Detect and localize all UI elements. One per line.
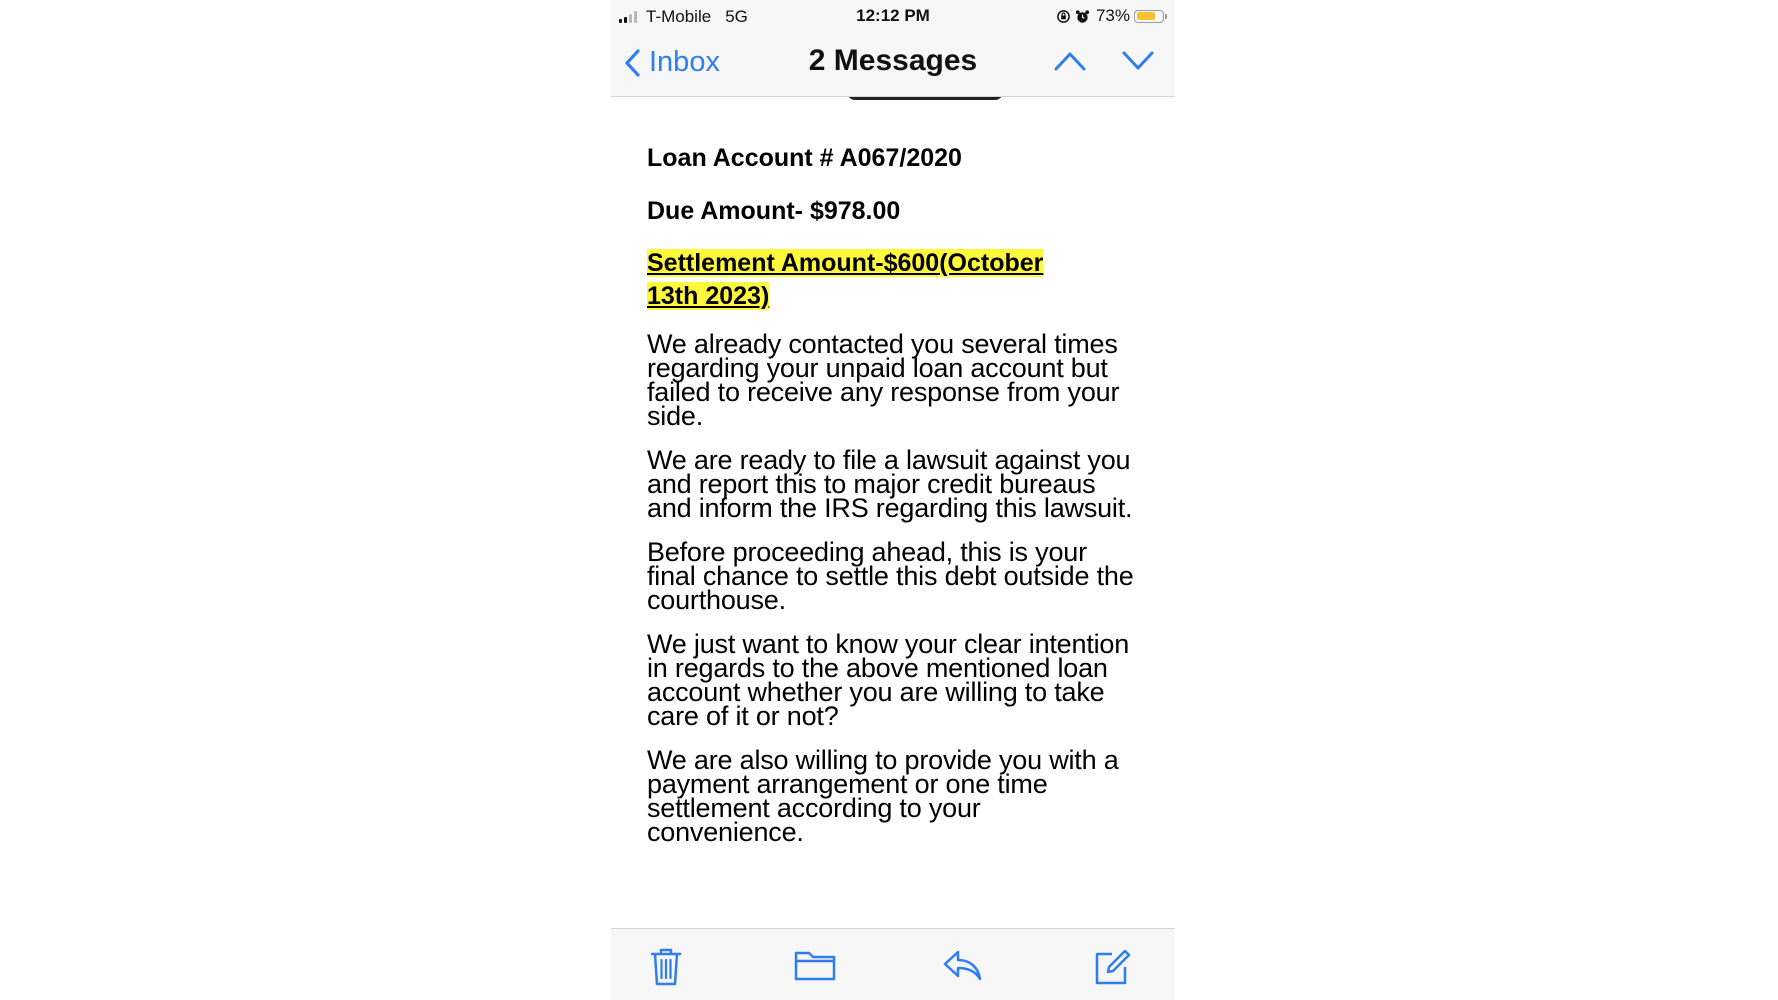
battery-level-fill [1137,12,1155,20]
folder-icon[interactable] [793,947,837,983]
navigation-bar [611,32,1175,97]
message-paragraph: Before proceeding ahead, this is your final chance to settle this debt outside the courthouse. [647,537,1134,615]
message-navigation [1019,50,1155,72]
message-paragraph: We just want to know your clear intention in regards to the above mentioned loan account whether you are willing to take care of it or not? [647,629,1130,731]
bottom-toolbar [611,928,1175,1000]
back-label: Inbox [649,46,720,78]
settlement-highlight: Settlement Amount-$600(October 13th 2023) [647,249,1044,310]
message-paragraph: We are ready to file a lawsuit against you and report this to major credit bureaus and inform the IRS regarding this lawsuit. [647,445,1133,523]
clipped-text-fragment [847,97,1003,100]
battery-percent: 73% [1095,6,1130,25]
network-type: 5G [725,7,748,26]
orientation-lock-icon [1056,9,1071,24]
status-right [1052,6,1167,26]
message-body-scroll[interactable] [611,97,1175,928]
message-paragraph: We already contacted you several times regarding your unpaid loan account but failed to receive any response from your side. [647,329,1120,431]
battery-cap [1165,14,1167,19]
alarm-icon [1075,9,1090,24]
settlement-amount-line [647,247,1097,313]
due-amount-line: Due Amount- $978.00 [647,197,901,225]
trash-icon[interactable] [649,947,683,987]
carrier-name: T-Mobile [646,7,712,26]
loan-account-line: Loan Account # A067/2020 [647,144,962,172]
status-time: 12:12 PM [856,6,930,25]
compose-icon[interactable] [1092,947,1132,987]
mail-app-screen [611,0,1175,1000]
chevron-down-icon[interactable] [1121,50,1155,72]
message-paragraph: We are also willing to provide you with a payment arrangement or one time settlement according to your convenience. [647,745,1119,847]
battery-icon [1134,10,1164,23]
status-bar [611,0,1175,32]
nav-title: 2 Messages [808,44,978,77]
chevron-up-icon[interactable] [1053,50,1087,72]
reply-icon[interactable] [941,947,983,983]
